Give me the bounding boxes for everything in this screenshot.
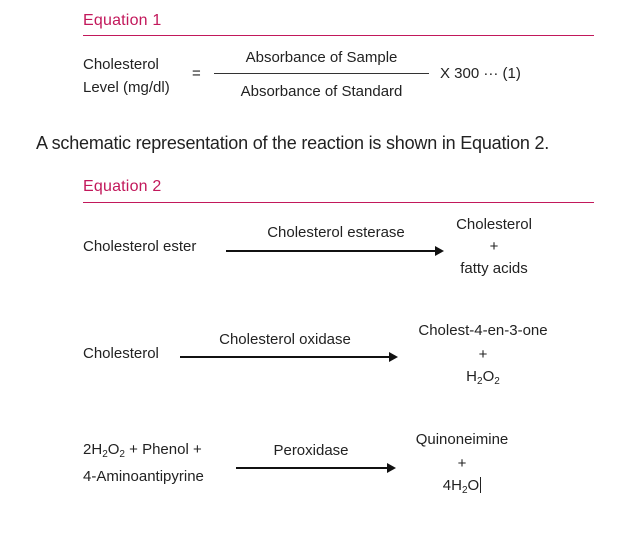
- multiplier-factor: X 300 ··· (1): [440, 65, 521, 82]
- reaction-3-reactant-line-1: [83, 441, 202, 458]
- reaction-2-plus: +: [478, 346, 488, 363]
- reaction-1-arrow: [226, 250, 442, 252]
- reaction-2-product-1: Cholest-4-en-3-one: [418, 322, 548, 339]
- equation-2-heading: Equation 2: [83, 178, 162, 195]
- equation-1-heading: Equation 1: [83, 12, 162, 29]
- reaction-2-reactant: Cholesterol: [83, 345, 159, 362]
- reaction-1-product-1: Cholesterol: [456, 216, 532, 233]
- equation-2-rule: [83, 202, 594, 203]
- hydrogen-peroxide-h: 2H: [83, 441, 103, 458]
- reaction-1-product-2: fatty acids: [460, 260, 528, 277]
- reaction-2-product-2: [403, 368, 563, 385]
- text-cursor: [480, 477, 481, 493]
- fraction-denominator: Absorbance of Standard: [240, 83, 403, 100]
- lhs-label-line2: Level (mg/dl): [83, 79, 170, 96]
- water-peroxide-h: H: [466, 368, 478, 385]
- reaction-3-plus: +: [457, 455, 467, 472]
- water-h: 4H: [442, 477, 462, 494]
- subscript-2: 2: [461, 485, 468, 496]
- reaction-1-reactant: Cholesterol ester: [83, 238, 197, 255]
- reaction-3-arrow: [236, 467, 394, 469]
- reaction-1-plus: +: [489, 238, 499, 255]
- schematic-sentence: A schematic representation of the reaction is shown in Equation 2.: [36, 133, 550, 153]
- water-peroxide-o: O: [482, 368, 495, 385]
- reaction-2-arrow: [180, 356, 396, 358]
- reaction-3-reactant-line-2: 4-Aminoantipyrine: [83, 468, 204, 485]
- reaction-3-product-1: Quinoneimine: [415, 431, 509, 448]
- lhs-label-line1: Cholesterol: [83, 56, 159, 73]
- subscript-2: 2: [119, 449, 125, 460]
- fraction-numerator: Absorbance of Sample: [245, 49, 398, 66]
- hydrogen-peroxide-o: O: [107, 441, 120, 458]
- fraction-bar: [214, 73, 429, 74]
- reaction-3-enzyme: Peroxidase: [273, 442, 349, 459]
- subscript-2: 2: [102, 449, 108, 460]
- reaction-1-enzyme: Cholesterol esterase: [267, 224, 405, 241]
- equation-1-rule: [83, 35, 594, 36]
- phenol-label: + Phenol +: [124, 441, 202, 458]
- subscript-2: 2: [477, 376, 483, 387]
- reaction-3-product-2: [400, 477, 524, 494]
- subscript-2: 2: [494, 376, 500, 387]
- reaction-2-enzyme: Cholesterol oxidase: [219, 331, 351, 348]
- equals-sign: =: [192, 65, 201, 82]
- water-o: O: [467, 477, 480, 494]
